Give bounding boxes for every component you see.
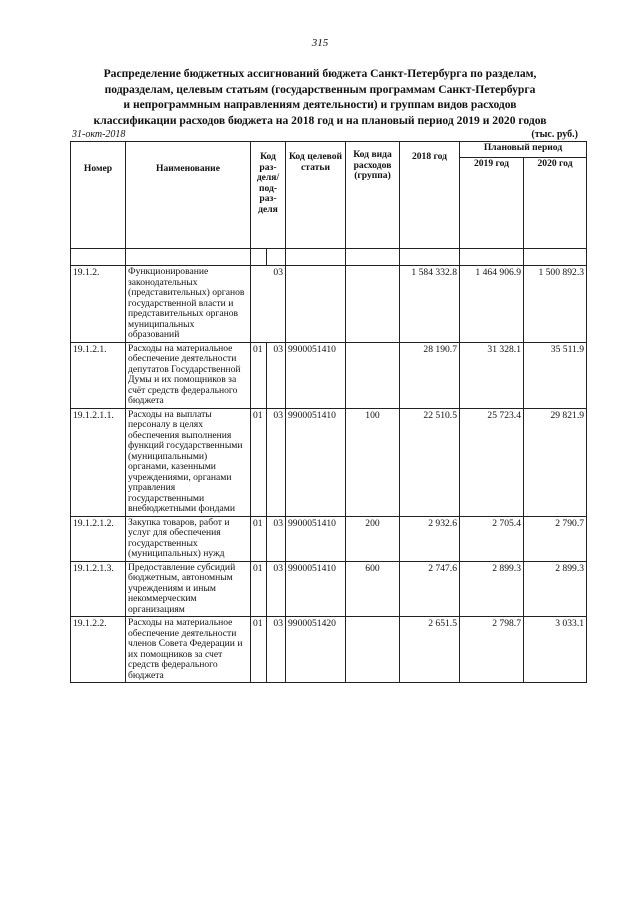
row-target: 9900051410: [286, 342, 346, 408]
row-number: 19.1.2.1.2.: [71, 516, 126, 561]
row-2018: 22 510.5: [400, 408, 460, 516]
header-target: Код целевой статьи: [286, 142, 346, 249]
row-subsection: 03: [267, 342, 286, 408]
row-2020: 2 899.3: [524, 561, 587, 617]
row-2020: 35 511.9: [524, 342, 587, 408]
row-name: Расходы на материальное обеспечение деятельности членов Совета Федерации и их помощников за счет средств федерального бюджета: [126, 617, 251, 683]
row-2020: 2 790.7: [524, 516, 587, 561]
header-2020: 2020 год: [524, 158, 587, 249]
row-subsection: 03: [267, 408, 286, 516]
document-title: [60, 66, 580, 128]
document-date: 31-окт-2018: [72, 129, 126, 140]
row-group: [346, 342, 400, 408]
row-target: 9900051410: [286, 516, 346, 561]
row-2018: 28 190.7: [400, 342, 460, 408]
row-group: [346, 266, 400, 343]
title-line: подразделам, целевым статьям (государственным программам Санкт-Петербурга: [104, 82, 536, 96]
row-section: 01: [251, 408, 267, 516]
row-section: 01: [251, 516, 267, 561]
row-2018: 2 932.6: [400, 516, 460, 561]
row-2020: 3 033.1: [524, 617, 587, 683]
header-number: Номер: [71, 142, 126, 249]
table-row: [71, 617, 587, 683]
row-section: 01: [251, 561, 267, 617]
table-row: [71, 342, 587, 408]
row-group: 100: [346, 408, 400, 516]
row-name: Функционирование законодательных (представительных) органов государственной власти и представительных органов муниципальных образований: [126, 266, 251, 343]
row-number: 19.1.2.2.: [71, 617, 126, 683]
row-name: Расходы на выплаты персоналу в целях обеспечения выполнения функций государственными (муниципальными) органами, казенными учреждениями, органами управления государственными внебюджетными фондами: [126, 408, 251, 516]
row-subsection: 03: [267, 561, 286, 617]
table-row: [71, 266, 587, 343]
row-number: 19.1.2.1.1.: [71, 408, 126, 516]
header-planned-period: Плановый период: [460, 142, 587, 158]
row-name: Расходы на материальное обеспечение деятельности депутатов Государственной Думы и их помощников за счёт средств федерального бюджета: [126, 342, 251, 408]
row-2019: 31 328.1: [460, 342, 524, 408]
row-2020: 29 821.9: [524, 408, 587, 516]
row-2018: 1 584 332.8: [400, 266, 460, 343]
header-2018: 2018 год: [400, 142, 460, 249]
row-number: 19.1.2.1.3.: [71, 561, 126, 617]
row-section: 01: [251, 617, 267, 683]
table-row: [71, 516, 587, 561]
row-2019: 2 705.4: [460, 516, 524, 561]
page-number: 315: [311, 37, 329, 49]
title-line: классификации расходов бюджета на 2018 год и на плановый период 2019 и 2020 годов: [93, 113, 547, 127]
row-target: 9900051410: [286, 408, 346, 516]
budget-table: [70, 141, 587, 683]
row-subsection: 03: [267, 617, 286, 683]
row-group: [346, 617, 400, 683]
row-number: 19.1.2.1.: [71, 342, 126, 408]
row-target: [286, 266, 346, 343]
row-target: 9900051410: [286, 561, 346, 617]
row-number: 19.1.2.: [71, 266, 126, 343]
row-section: 01: [251, 342, 267, 408]
row-2019: 2 798.7: [460, 617, 524, 683]
row-2020: 1 500 892.3: [524, 266, 587, 343]
header-2019: 2019 год: [460, 158, 524, 249]
row-2018: 2 651.5: [400, 617, 460, 683]
header-section: Код раз-деля/ под-раз-деля: [251, 142, 286, 249]
table-row: [71, 408, 587, 516]
units-label: (тыс. руб.): [531, 129, 578, 140]
title-line: и непрограммным направлениям деятельности) и группам видов расходов: [123, 98, 517, 111]
row-name: Предоставление субсидий бюджетным, автономным учреждениям и иным некоммерческим организациям: [126, 561, 251, 617]
row-2019: 25 723.4: [460, 408, 524, 516]
row-subsection: 03: [251, 266, 286, 343]
spacer-row: [71, 249, 587, 266]
row-2019: 2 899.3: [460, 561, 524, 617]
header-name: Наименование: [126, 142, 251, 249]
row-target: 9900051420: [286, 617, 346, 683]
table-row: [71, 561, 587, 617]
title-line: Распределение бюджетных ассигнований бюджета Санкт-Петербурга по разделам,: [103, 67, 537, 80]
header-group: Код вида расходов (группа): [346, 142, 400, 249]
row-group: 600: [346, 561, 400, 617]
row-name: Закупка товаров, работ и услуг для обеспечения государственных (муниципальных) нужд: [126, 516, 251, 561]
row-subsection: 03: [267, 516, 286, 561]
row-2019: 1 464 906.9: [460, 266, 524, 343]
row-group: 200: [346, 516, 400, 561]
row-2018: 2 747.6: [400, 561, 460, 617]
